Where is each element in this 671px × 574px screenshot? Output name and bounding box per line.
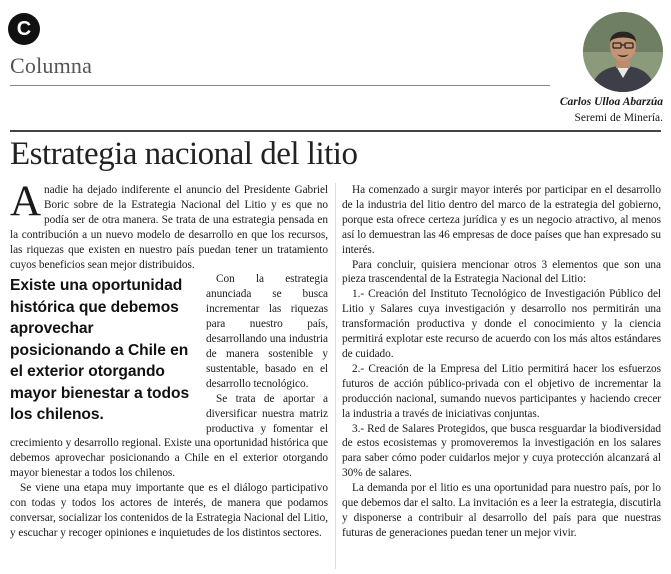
author-portrait-illustration bbox=[583, 12, 663, 92]
article-paragraph: 3.- Red de Salares Protegidos, que busca resguardar la biodiversidad de estos ecosistemas y promoveremos la investigación en los salares para saber cómo poder cuidarlos mejor y cuya protección alcanzará al 30% de salares. bbox=[342, 422, 661, 480]
pull-quote: Existe una oportunidad histórica que debemos aprovechar posicionando a Chile en el exterior otorgando mayor bienestar a todos los chilenos. bbox=[10, 277, 190, 424]
article-paragraph: 2.- Creación de la Empresa del Litio permitirá hacer los esfuerzos futuros de acción público-privada con el objetivo de incrementar la producción nacional, sumando nuevos participantes y haciendo crecer la industria a través de iniciativas conjuntas. bbox=[342, 362, 661, 420]
article-paragraph: Para concluir, quisiera mencionar otros 3 elementos que son una pieza trascendental de la Estrategia Nacional del Litio: bbox=[342, 258, 661, 286]
drop-cap: A bbox=[10, 178, 42, 225]
author-role: Seremi de Minería. bbox=[574, 112, 663, 124]
header-divider bbox=[10, 85, 550, 86]
article-paragraph: Se trata de aportar a diversificar nuestra matriz productiva y fomentar el crecimiento y desarrollo regional. Existe una oportunidad histórica que debemos aprovechar posicionando a Chile en el exterior otorgando mayor bienestar a todos los chilenos. bbox=[10, 392, 328, 480]
article-column-left bbox=[10, 178, 328, 541]
article-paragraph: Con la estrategia anunciada se busca incrementar las riquezas para nuestro país, desarrollando una industria de manera sostenible y sustentable, basado en el desarrollo tecnológico. bbox=[206, 273, 328, 390]
article-paragraph: 1.- Creación del Instituto Tecnológico de Investigación Público del Litio y Salares cuya investigación y desarrollo nos permitirán una transformación productiva y donde el conocimiento y la ciencia permitirá explotar este recurso de acuerdo con los más altos estándares de cuidado. bbox=[342, 288, 661, 360]
column-divider bbox=[335, 183, 336, 569]
article-paragraph: La demanda por el litio es una oportunidad para nuestro país, por lo que debemos dar el salto. La invitación es a leer la estrategia, discutirla y disponerse a contribuir al desarrollo del país para que nuestras futuras de generaciones puedan tener un mejor vivir. bbox=[342, 482, 661, 539]
author-name: Carlos Ulloa Abarzúa bbox=[559, 96, 663, 108]
article-paragraph: Se viene una etapa muy importante que es el diálogo participativo con todas y todos los actores de interés, de manera que podamos conversar, socializar los contenidos de la Estrategia Nacional del Litio, y escuchar y recoger opiniones e inquietudes de los distintos sectores. bbox=[10, 482, 328, 539]
headline-rule bbox=[10, 130, 661, 132]
article-column-right bbox=[342, 183, 661, 541]
headline: Estrategia nacional del litio bbox=[10, 136, 358, 172]
article-paragraph: Anadie ha dejado indiferente el anuncio del Presidente Gabriel Boric sobre de la Estrategia Nacional del Litio y es que no podía ser de otra manera. Se trata de una estrategia pensada en la contribución a un nuevo modelo de desarrollo en que los recursos, las riquezas que existen en nuestro país puedan tener un tratamiento cuyos beneficios sean mejor distribuidos. bbox=[10, 178, 328, 271]
section-label: Columna bbox=[10, 53, 93, 78]
author-byline bbox=[560, 94, 663, 126]
column-badge: C bbox=[8, 13, 40, 45]
article-paragraph: Ha comenzado a surgir mayor interés por participar en el desarrollo de la industria del litio dentro del marco de la estrategia del gobierno, porque esta ofrece certeza jurídica y es un negocio atractivo, al menos así lo demuestran las 46 empresas de doce países que han expresado su interés. bbox=[342, 184, 661, 256]
author-photo bbox=[583, 12, 663, 92]
